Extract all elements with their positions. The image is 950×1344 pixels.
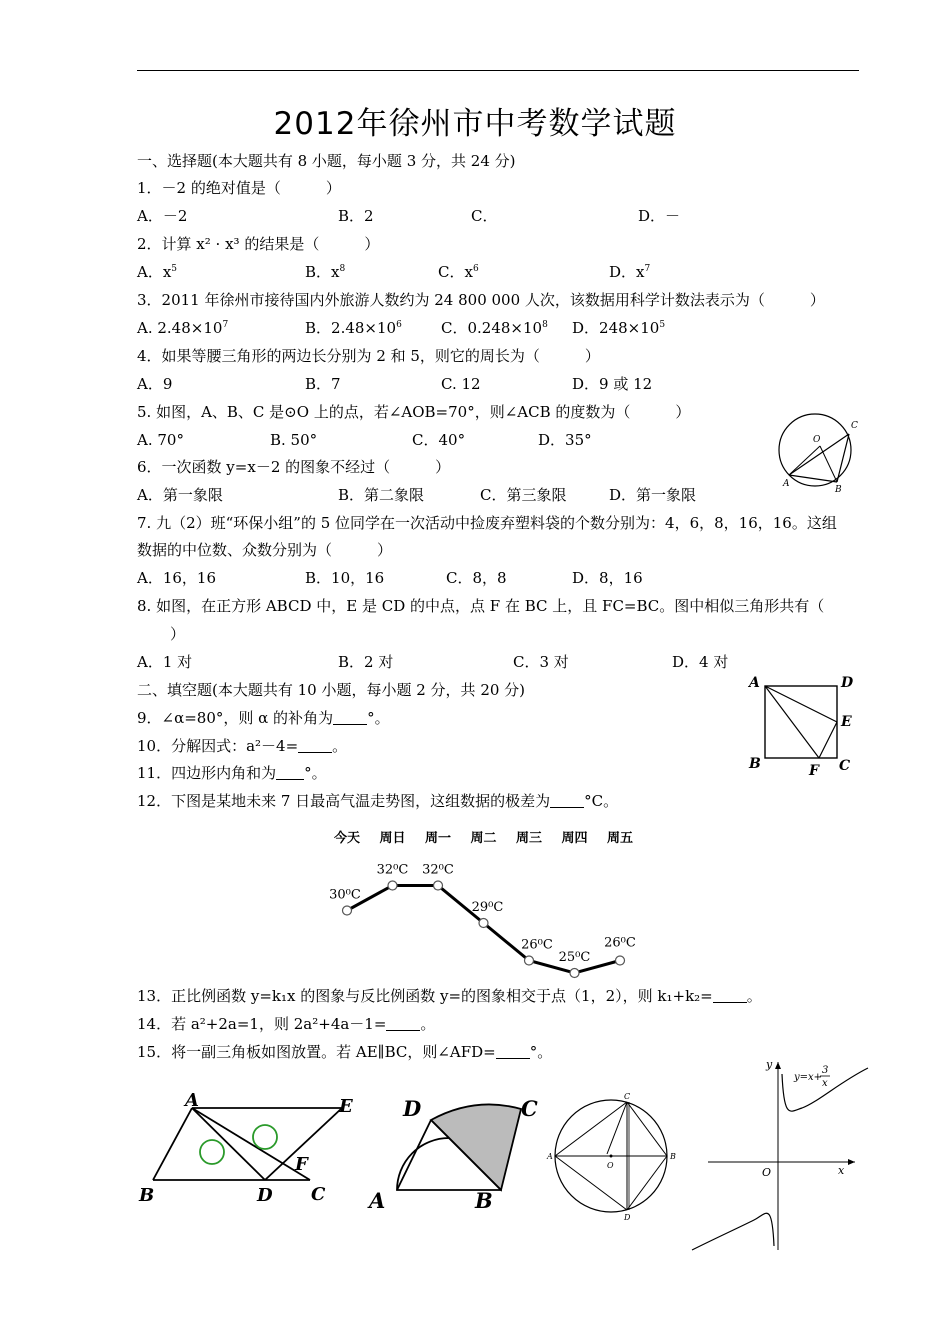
q1-option-c: C．: [471, 207, 498, 225]
q8-label-e: E: [841, 714, 852, 730]
fig17-label-a: A: [547, 1152, 553, 1161]
chart-category-label: 周四: [561, 831, 588, 846]
chart-data-label: 30⁰C: [329, 887, 361, 903]
fig18-label-o: O: [762, 1166, 772, 1179]
q5-stem: 5. 如图，A、B、C 是⊙O 上的点，若∠AOB=70°，则∠ACB 的度数为（ ）: [137, 403, 691, 421]
q8-label-f: F: [809, 763, 819, 779]
page-title: 2012年徐州市中考数学试题: [273, 106, 677, 142]
q3-option-b: B．$2.48\times 10^6$: [305, 319, 402, 337]
q15-answer-blank[interactable]: [496, 1044, 530, 1059]
q6-option-a: A．第一象限: [137, 486, 223, 504]
chart-data-label: 32⁰C: [376, 862, 409, 878]
q11-answer-blank[interactable]: [276, 765, 304, 780]
q7-option-a: A．16，16: [137, 569, 217, 587]
q2-option-d: D．$x^7$: [609, 263, 651, 281]
q5-option-b: B. 50°: [270, 431, 318, 449]
chart-category-label: 周五: [606, 831, 634, 846]
chart-point: [388, 881, 397, 890]
q8-option-a: A．1 对: [137, 653, 193, 671]
q1-option-a: A．－2: [137, 207, 188, 225]
header-rule: [137, 70, 859, 71]
fig17-label-c: C: [624, 1092, 631, 1101]
q2-option-c: C．$x^6$: [438, 263, 479, 281]
fig17-label-b: B: [670, 1152, 676, 1161]
chart-data-label: 29⁰C: [471, 900, 504, 915]
semicircle-sector-figure: [365, 1092, 550, 1217]
q2-option-b: B．$x^8$: [305, 263, 346, 281]
q15-line: 15．将一副三角板如图放置。若 AE∥BC，则∠AFD= °。: [137, 1043, 553, 1061]
q5-option-a: A. 70°: [137, 431, 184, 449]
q3-option-c: C．$0.248\times 10^8$: [441, 319, 548, 337]
q5-option-c: C．40°: [412, 431, 466, 449]
q13-line: 13．正比例函数 y=k₁x 的图象与反比例函数 y=的图象相交于点（1，2），则 k₁+k₂= 。: [137, 987, 762, 1005]
temperature-trend-chart: [300, 822, 660, 982]
q15-label-e: E: [339, 1096, 353, 1117]
chart-point: [525, 956, 534, 965]
q6-stem: 6．一次函数 y=x－2 的图象不经过（ ）: [137, 458, 451, 476]
q5-label-c: C: [851, 421, 858, 431]
q15-label-c: C: [311, 1184, 326, 1205]
fig18-label-x: x: [838, 1164, 845, 1177]
chart-category-label: 周三: [515, 831, 543, 846]
q11-line: 11．四边形内角和为 °。: [137, 764, 327, 782]
q8-label-b: B: [749, 756, 761, 772]
fig16-label-b: B: [475, 1188, 493, 1213]
chart-data-label: 26⁰C: [521, 937, 553, 953]
fig18-formula-num: 3: [822, 1065, 829, 1076]
chart-point: [434, 881, 443, 890]
q15-label-f: F: [295, 1154, 308, 1175]
fig16-label-c: C: [521, 1096, 538, 1121]
section-heading-choice: 一、选择题(本大题共有 8 小题，每小题 3 分，共 24 分): [137, 152, 516, 170]
q4-option-a: A．9: [137, 375, 173, 393]
q14-line: 14．若 a²+2a=1，则 2a²+4a－1= 。: [137, 1015, 436, 1033]
q4-option-b: B．7: [305, 375, 341, 393]
q6-option-b: B．第二象限: [338, 486, 425, 504]
q6-option-d: D．第一象限: [609, 486, 697, 504]
q12-line: 12．下图是某地未来 7 日最高气温走势图，这组数据的极差为 °C。: [137, 792, 619, 810]
q1-option-b: B．2: [338, 207, 374, 225]
function-graph-figure: [690, 1050, 875, 1255]
q8-option-c: C．3 对: [513, 653, 569, 671]
circle-chords-figure: [545, 1088, 690, 1223]
q8-option-d: D．4 对: [672, 653, 729, 671]
q15-triangle-boards-figure: [135, 1088, 375, 1213]
q1-stem: 1．－2 的绝对值是（ ）: [137, 179, 341, 197]
q2-stem: 2．计算 x² · x³ 的结果是（ ）: [137, 235, 380, 253]
q2-option-a: A．$x^5$: [137, 263, 178, 281]
q7-option-d: D．8，16: [572, 569, 643, 587]
q8-stem-line2: ）: [170, 625, 186, 643]
fig16-label-d: D: [403, 1096, 422, 1121]
chart-category-label: 周日: [379, 831, 406, 846]
q5-circle-figure: [775, 412, 865, 495]
section-heading-fill: 二、填空题(本大题共有 10 小题，每小题 2 分，共 20 分): [137, 681, 526, 699]
chart-category-label: 周一: [424, 831, 452, 846]
fig17-label-d: D: [624, 1213, 631, 1222]
q7-option-c: C．8，8: [446, 569, 507, 587]
chart-point: [343, 906, 352, 915]
q6-option-c: C．第三象限: [480, 486, 567, 504]
fig18-label-y: y: [766, 1058, 773, 1071]
q15-label-a: A: [185, 1090, 199, 1111]
fig16-label-a: A: [369, 1188, 386, 1213]
q7-option-b: B．10，16: [305, 569, 385, 587]
q8-option-b: B．2 对: [338, 653, 394, 671]
q9-line: 9．∠α=80°，则 α 的补角为 °。: [137, 709, 390, 727]
q10-answer-blank[interactable]: [298, 738, 332, 753]
q8-label-c: C: [839, 758, 851, 774]
q5-label-b: B: [835, 485, 842, 495]
q12-answer-blank[interactable]: [550, 793, 584, 808]
fig18-formula-den: x: [822, 1078, 828, 1089]
q3-option-d: D．$248\times 10^5$: [572, 319, 666, 337]
q14-answer-blank[interactable]: [386, 1016, 420, 1031]
q4-option-d: D．9 或 12: [572, 375, 653, 393]
chart-point: [570, 969, 579, 978]
q9-answer-blank[interactable]: [333, 710, 367, 725]
q8-label-a: A: [749, 675, 760, 691]
q7-stem-line2: 数据的中位数、众数分别为（ ）: [137, 541, 393, 559]
q4-stem: 4．如果等腰三角形的两边长分别为 2 和 5，则它的周长为（ ）: [137, 347, 600, 365]
q5-label-a: A: [783, 479, 790, 489]
chart-category-label: 周二: [470, 831, 497, 846]
q10-line: 10．分解因式：a²－4= 。: [137, 737, 348, 755]
q15-label-b: B: [139, 1185, 155, 1206]
q15-label-d: D: [257, 1185, 273, 1206]
q5-option-d: D．35°: [538, 431, 592, 449]
q8-square-figure: [745, 672, 860, 782]
q8-stem-line1: 8. 如图，在正方形 ABCD 中，E 是 CD 的中点，点 F 在 BC 上，且 FC=BC。图中相似三角形共有（: [137, 597, 825, 615]
chart-data-label: 32⁰C: [422, 862, 454, 878]
q5-label-o: O: [813, 435, 821, 445]
chart-category-label: 今天: [333, 831, 361, 846]
chart-point: [479, 919, 488, 928]
q13-answer-blank[interactable]: [713, 988, 747, 1003]
chart-data-label: 26⁰C: [604, 935, 636, 951]
q7-stem-line1: 7. 九（2）班“环保小组”的 5 位同学在一次活动中捡废弃塑料袋的个数分别为：4，6，8，16，16。这组: [137, 514, 837, 532]
fig18-formula-left: y=x+: [794, 1072, 823, 1083]
chart-point: [616, 956, 625, 965]
q3-option-a: A. $2.48\times 10^7$: [137, 319, 229, 337]
fig17-label-o: O: [607, 1161, 614, 1170]
green-circle-left: [200, 1140, 224, 1164]
chart-data-label: 25⁰C: [558, 950, 591, 965]
q3-stem: 3．2011 年徐州市接待国内外旅游人数约为 24 800 000 人次，该数据用科学计数法表示为（ ）: [137, 291, 825, 309]
green-circle-right: [253, 1125, 277, 1149]
q4-option-c: C. 12: [441, 375, 481, 393]
q1-option-d: D．－: [638, 207, 681, 225]
q8-label-d: D: [841, 675, 854, 691]
